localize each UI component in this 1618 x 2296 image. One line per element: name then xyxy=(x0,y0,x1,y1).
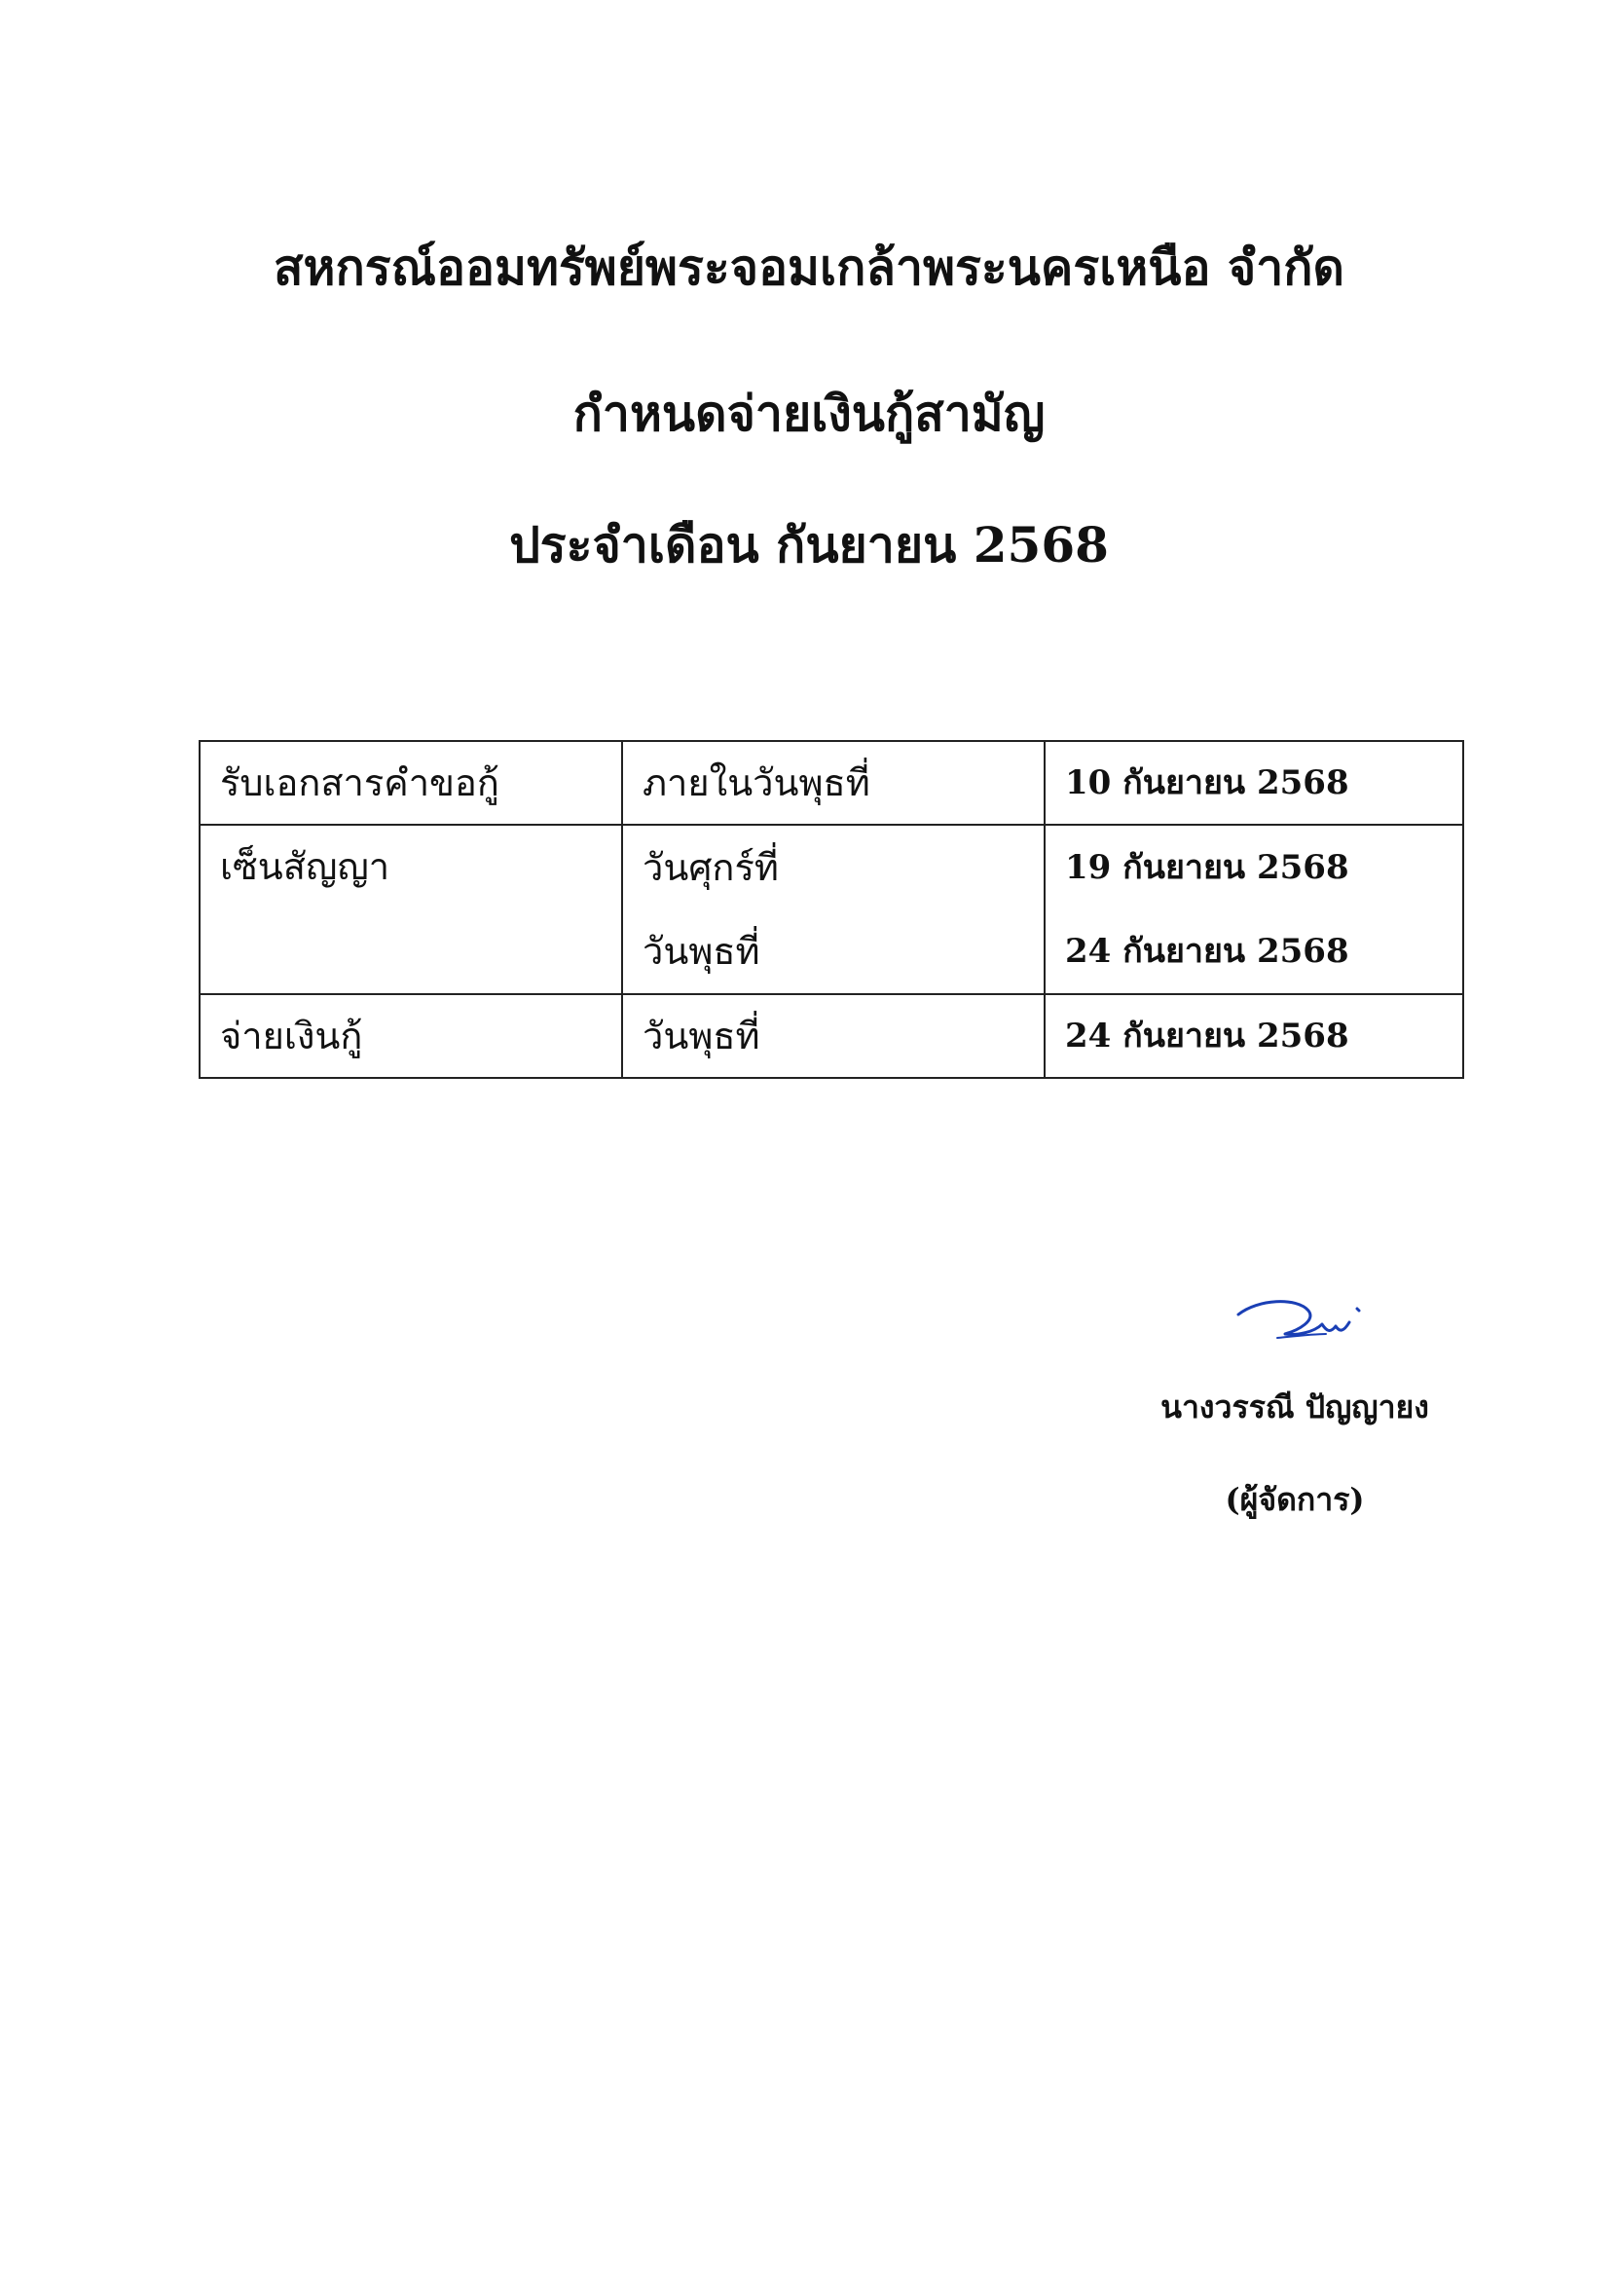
organization-title: สหกรณ์ออมทรัพย์พระจอมเกล้าพระนครเหนือ จำกัด xyxy=(273,239,1345,296)
table-row xyxy=(200,994,1463,1078)
activity-cell: เซ็นสัญญา xyxy=(200,825,622,994)
day-cell: ภายในวันพุธที่ xyxy=(622,741,1045,825)
activity-cell: รับเอกสารคำขอกู้ xyxy=(200,741,622,825)
signer-name: นางวรรณี ปัญญายง xyxy=(1160,1389,1429,1426)
signer-role: (ผู้จัดการ) xyxy=(1225,1481,1365,1518)
day-line: วันศุกร์ที่ xyxy=(643,846,779,889)
date-cell: 10 กันยายน 2568 xyxy=(1045,741,1463,825)
handwritten-signature xyxy=(1229,1287,1384,1355)
date-line: 19 กันยายน 2568 xyxy=(1065,848,1349,887)
table-row xyxy=(200,825,1463,994)
document-subject: กำหนดจ่ายเงินกู้สามัญ xyxy=(572,385,1046,442)
day-cell: วันพุธที่ xyxy=(622,994,1045,1078)
day-line: วันพุธที่ xyxy=(643,930,760,973)
table-row xyxy=(200,741,1463,825)
date-line: 24 กันยายน 2568 xyxy=(1065,932,1349,971)
activity-cell: จ่ายเงินกู้ xyxy=(200,994,622,1078)
loan-schedule-table xyxy=(199,740,1464,1079)
date-cell: 24 กันยายน 2568 xyxy=(1045,994,1463,1078)
day-cell xyxy=(622,825,1045,994)
signature-stroke xyxy=(1238,1302,1359,1335)
date-cell xyxy=(1045,825,1463,994)
document-period: ประจำเดือน กันยายน 2568 xyxy=(509,516,1109,574)
